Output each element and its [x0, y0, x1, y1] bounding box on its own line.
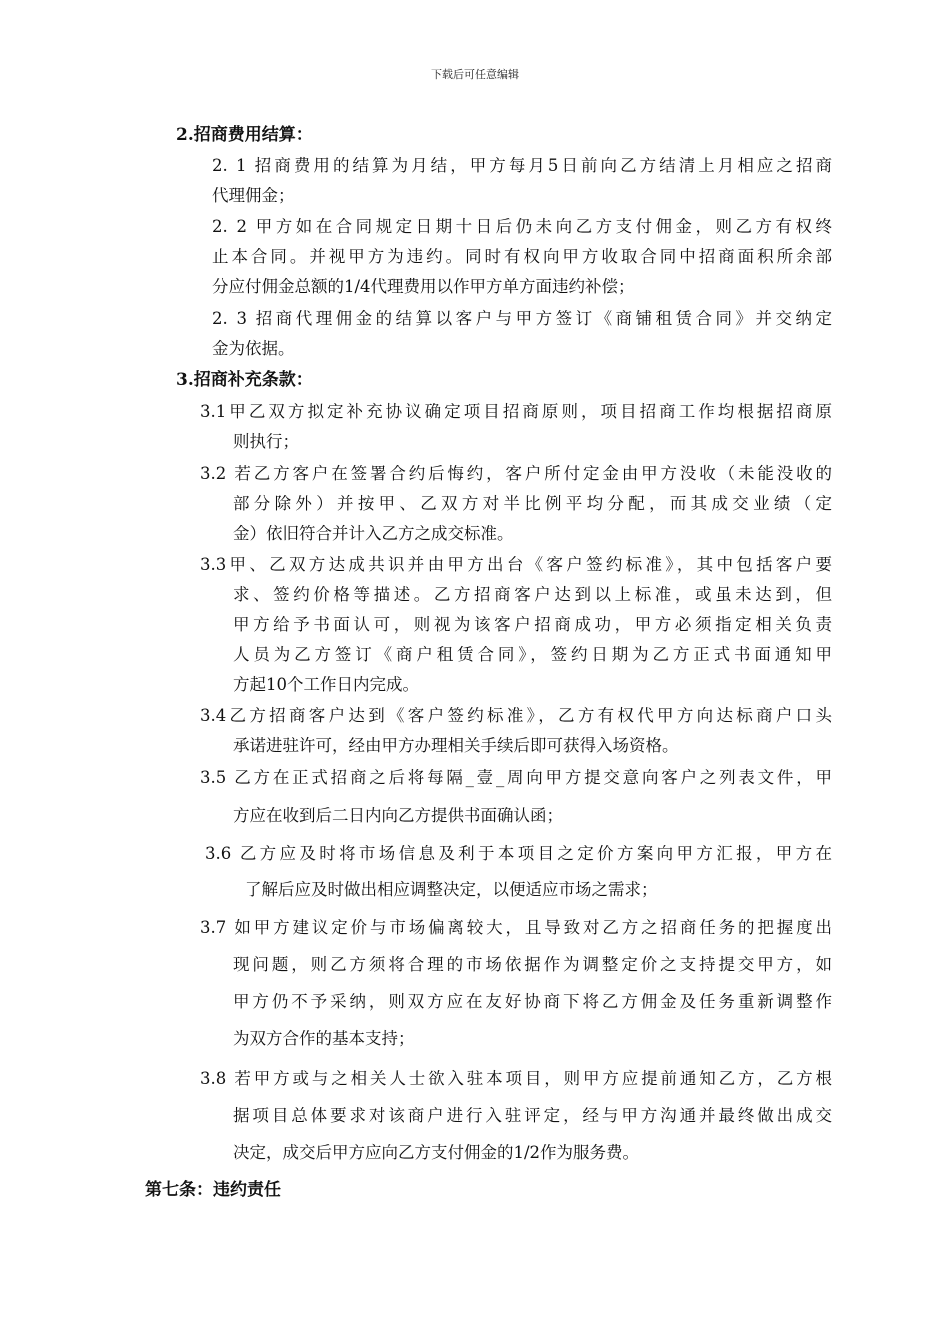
clause-3-8-line-3: 决定，成交后甲方应向乙方支付佣金的1/2作为服务费。 [233, 1143, 640, 1162]
clause-3-7-line-3: 甲方仍不予采纳，则双方应在友好协商下将乙方佣金及任务重新调整作 [233, 992, 832, 1011]
section-2-title: 2.招商费用结算： [176, 125, 313, 145]
clause-2-3-line-1: 2. 3 招商代理佣金的结算以客户与甲方签订《商铺租赁合同》并交纳定 [212, 309, 832, 328]
clause-3-3-line-2: 求、签约价格等描述。乙方招商客户达到以上标准，或虽未达到，但 [233, 585, 832, 604]
page-header: 下载后可任意编辑 [431, 68, 519, 81]
clause-3-3-line-3: 甲方给予书面认可，则视为该客户招商成功，甲方必须指定相关负责 [233, 615, 832, 634]
clause-3-8-line-1: 3.8 若甲方或与之相关人士欲入驻本项目，则甲方应提前通知乙方，乙方根 [200, 1069, 832, 1088]
section-3-title: 3.招商补充条款： [176, 370, 313, 390]
clause-2-2-line-1: 2. 2 甲方如在合同规定日期十日后仍未向乙方支付佣金，则乙方有权终 [212, 217, 832, 236]
article-7-title: 第七条：违约责任 [145, 1180, 281, 1200]
clause-3-7-line-4: 为双方合作的基本支持； [233, 1029, 415, 1048]
clause-3-7-line-1: 3.7 如甲方建议定价与市场偏离较大，且导致对乙方之招商任务的把握度出 [200, 918, 832, 937]
clause-3-6-line-1: 3.6 乙方应及时将市场信息及利于本项目之定价方案向甲方汇报，甲方在 [205, 844, 832, 863]
clause-3-7-line-2: 现问题，则乙方须将合理的市场依据作为调整定价之支持提交甲方，如 [233, 955, 832, 974]
clause-2-3-line-2: 金为依据。 [212, 339, 295, 358]
clause-2-1-line-2: 代理佣金； [212, 186, 295, 205]
clause-3-5-line-1: 3.5 乙方在正式招商之后将每隔_壹_周向甲方提交意向客户之列表文件，甲 [200, 768, 832, 787]
clause-3-1-line-1: 3.1甲乙双方拟定补充协议确定项目招商原则，项目招商工作均根据招商原 [200, 402, 832, 421]
clause-3-2-line-1: 3.2 若乙方客户在签署合约后悔约，客户所付定金由甲方没收（未能没收的 [200, 464, 832, 483]
clause-3-4-line-2: 承诺进驻许可，经由甲方办理相关手续后即可获得入场资格。 [233, 736, 679, 755]
clause-3-2-line-2: 部分除外）并按甲、乙双方对半比例平均分配，而其成交业绩（定 [233, 494, 832, 513]
clause-3-3-line-5: 方起10个工作日内完成。 [233, 675, 419, 694]
clause-3-4-line-1: 3.4乙方招商客户达到《客户签约标准》，乙方有权代甲方向达标商户口头 [200, 706, 832, 725]
clause-2-2-line-2: 止本合同。并视甲方为违约。同时有权向甲方收取合同中招商面积所余部 [212, 247, 832, 266]
clause-2-2-line-3: 分应付佣金总额的1/4代理费用以作甲方单方面违约补偿； [212, 277, 635, 296]
clause-3-3-line-1: 3.3甲、乙双方达成共识并由甲方出台《客户签约标准》，其中包括客户要 [200, 555, 832, 574]
clause-3-6-line-2: 了解后应及时做出相应调整决定，以便适应市场之需求； [245, 880, 658, 899]
clause-2-1-line-1: 2. 1 招商费用的结算为月结，甲方每月5日前向乙方结清上月相应之招商 [212, 156, 832, 175]
clause-3-5-line-2: 方应在收到后二日内向乙方提供书面确认函； [233, 806, 563, 825]
clause-3-8-line-2: 据项目总体要求对该商户进行入驻评定，经与甲方沟通并最终做出成交 [233, 1106, 832, 1125]
clause-3-2-line-3: 金）依旧符合并计入乙方之成交标准。 [233, 524, 514, 543]
clause-3-1-line-2: 则执行； [233, 432, 299, 451]
clause-3-3-line-4: 人员为乙方签订《商户租赁合同》，签约日期为乙方正式书面通知甲 [233, 645, 832, 664]
